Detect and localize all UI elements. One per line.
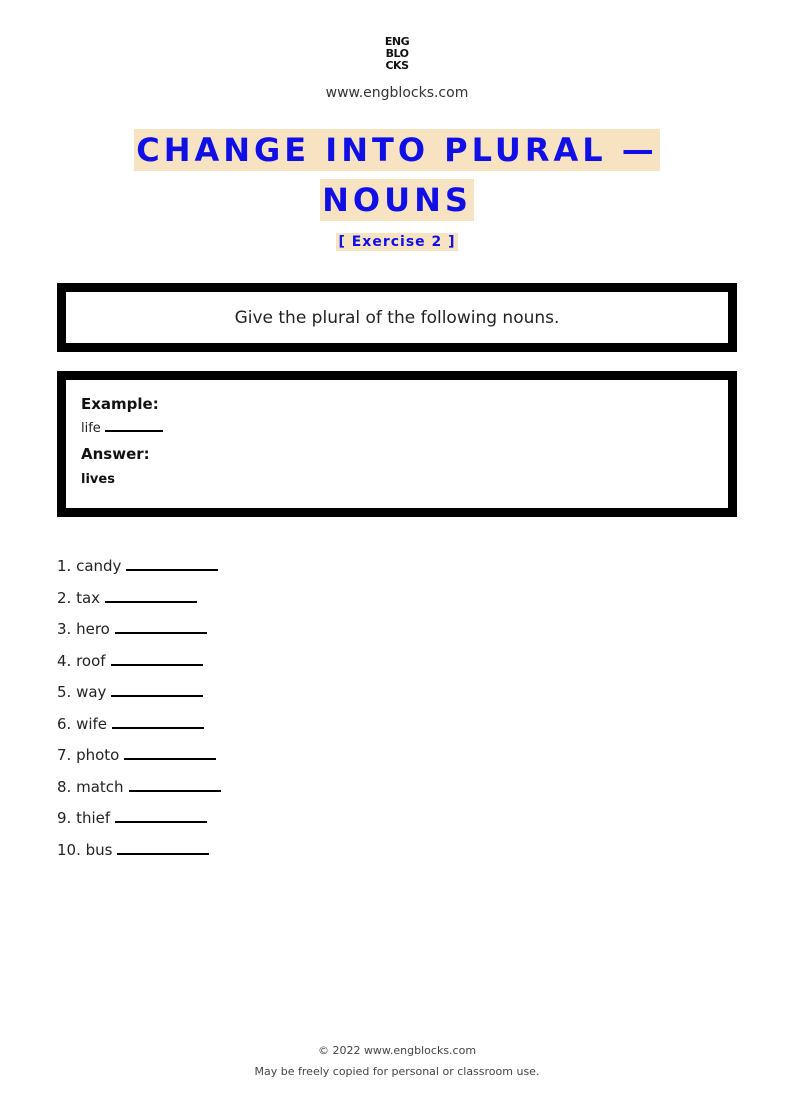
item-number: 6. [57, 714, 72, 733]
item-number: 1. [57, 557, 72, 575]
exercise-item [57, 681, 457, 713]
item-number: 10. [57, 840, 81, 859]
answer-blank[interactable] [117, 852, 209, 855]
answer-blank[interactable] [115, 820, 207, 823]
answer-blank[interactable] [112, 726, 204, 729]
item-word: photo [76, 746, 120, 764]
title-line-2: NOUNS [322, 181, 472, 219]
item-word: match [76, 777, 124, 796]
exercise-subtitle: [ Exercise 2 ] [338, 234, 456, 250]
exercise-item [57, 713, 457, 745]
exercise-item [57, 744, 457, 776]
logo-line-1: ENG [384, 35, 410, 48]
exercise-item [57, 587, 457, 619]
instruction-box [57, 283, 737, 352]
exercise-list [57, 555, 457, 870]
answer-blank[interactable] [129, 789, 221, 792]
exercise-subtitle-wrap [0, 231, 794, 251]
item-word: roof [76, 651, 106, 670]
answer-text: lives [81, 472, 115, 487]
exercise-item [57, 776, 457, 808]
item-number: 4. [57, 651, 72, 670]
exercise-item [57, 618, 457, 650]
example-word-line [81, 420, 728, 438]
item-number: 2. [57, 588, 72, 607]
answer-heading: Answer: [81, 445, 150, 463]
instruction-text: Give the plural of the following nouns. [234, 307, 560, 328]
item-word: candy [76, 557, 122, 575]
answer-blank[interactable] [111, 694, 203, 697]
site-url[interactable]: www.engblocks.com [325, 85, 469, 101]
answer-blank[interactable] [105, 600, 197, 603]
example-heading: Example: [81, 395, 159, 413]
item-number: 3. [57, 620, 72, 638]
item-number: 8. [57, 777, 72, 796]
item-number: 5. [57, 683, 72, 701]
item-word: bus [85, 840, 113, 859]
logo-line-3: CKS [385, 59, 409, 72]
example-word: life [81, 421, 101, 436]
item-word: thief [76, 809, 111, 827]
example-box [57, 371, 737, 517]
item-word: hero [76, 620, 110, 638]
item-word: way [76, 683, 107, 701]
logo-line-2: BLO [385, 47, 409, 60]
item-word: wife [76, 714, 108, 733]
worksheet-title [0, 129, 794, 221]
answer-blank[interactable] [115, 631, 207, 634]
item-word: tax [76, 588, 101, 607]
answer-blank[interactable] [124, 757, 216, 760]
exercise-item [57, 839, 457, 871]
footer-copyright: © 2022 www.engblocks.com [317, 1044, 477, 1057]
footer-license: May be freely copied for personal or classroom use. [254, 1065, 540, 1078]
answer-blank[interactable] [126, 568, 218, 571]
exercise-item [57, 555, 457, 587]
title-line-1: CHANGE INTO PLURAL — [136, 131, 658, 169]
exercise-item [57, 807, 457, 839]
item-number: 9. [57, 809, 72, 827]
exercise-item [57, 650, 457, 682]
answer-blank[interactable] [111, 663, 203, 666]
engblocks-logo [370, 36, 424, 72]
example-blank-line [105, 429, 163, 432]
item-number: 7. [57, 746, 72, 764]
